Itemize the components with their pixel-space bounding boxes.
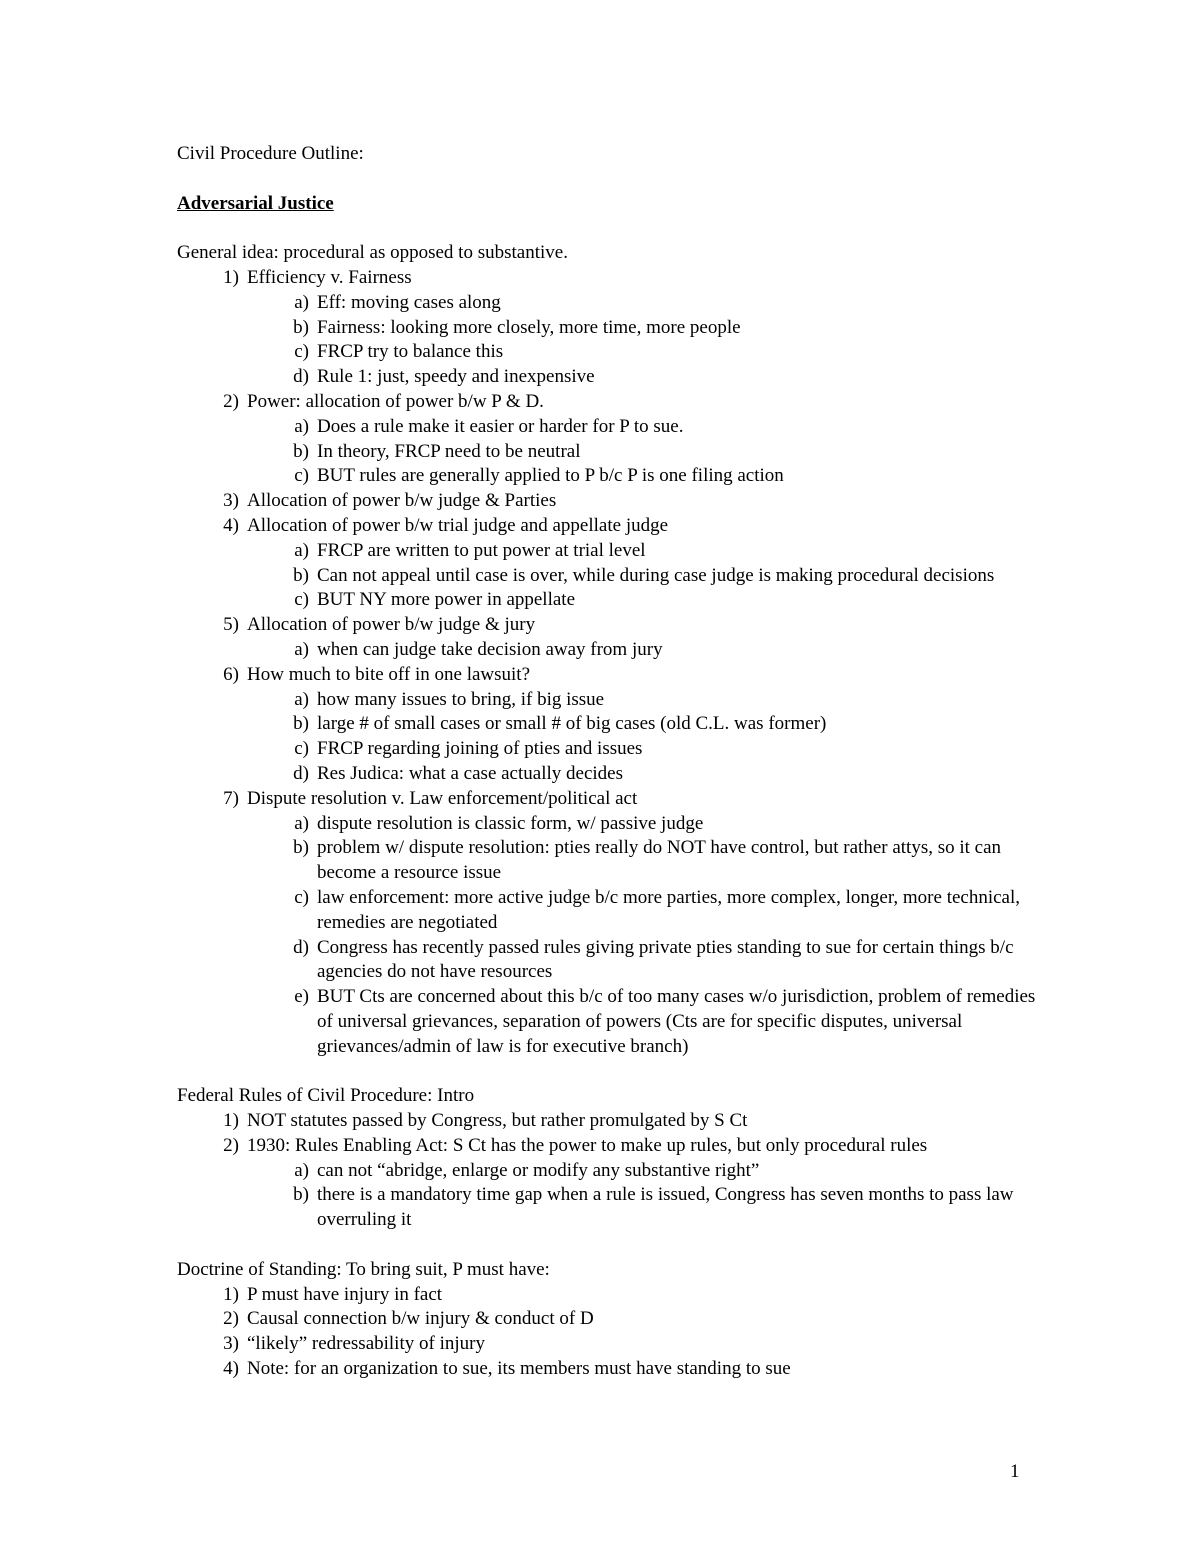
outline-subitem [177, 588, 1037, 613]
spacer [177, 1059, 1037, 1084]
outline-item [177, 613, 1037, 638]
outline-subitem [177, 464, 1037, 489]
outline-subitem-text: Does a rule make it easier or harder for P to sue. [317, 415, 684, 437]
list-marker: 1) [223, 1283, 239, 1305]
spacer [177, 1233, 1037, 1258]
list-marker: b) [293, 837, 309, 859]
outline-subitem [177, 365, 1037, 390]
list-marker: 1) [223, 266, 239, 288]
outline-subitem-text: problem w/ dispute resolution: pties really do NOT have control, but rather attys, so it can become a resource issue [317, 837, 1002, 884]
list-marker: c) [294, 341, 309, 363]
outline-subitem-text: In theory, FRCP need to be neutral [317, 440, 581, 462]
list-marker: b) [293, 713, 309, 735]
list-marker: c) [294, 886, 309, 908]
outline-item-text: Allocation of power b/w judge & jury [247, 614, 536, 636]
spacer [177, 216, 1037, 241]
list-marker: 5) [223, 614, 239, 636]
list-marker: a) [294, 812, 309, 834]
outline-subitem [177, 539, 1037, 564]
outline-item-text: Allocation of power b/w judge & Parties [247, 490, 557, 512]
outline-item [177, 787, 1037, 812]
outline-item [177, 390, 1037, 415]
outline-item [177, 514, 1037, 539]
list-marker: 2) [223, 390, 239, 412]
section-intro: Doctrine of Standing: To bring suit, P must have: [177, 1258, 550, 1280]
page-number: 1 [1010, 1461, 1020, 1482]
outline-item-text: 1930: Rules Enabling Act: S Ct has the power to make up rules, but only procedural rules [247, 1134, 928, 1156]
outline-subitem-text: BUT NY more power in appellate [317, 589, 576, 611]
outline-item [177, 1283, 1037, 1308]
outline-item-text: Allocation of power b/w trial judge and appellate judge [247, 514, 669, 536]
outline-item [177, 1357, 1037, 1382]
outline-item [177, 1134, 1037, 1159]
list-marker: b) [293, 564, 309, 586]
list-marker: a) [294, 1159, 309, 1181]
outline-subitem [177, 1159, 1037, 1184]
list-marker: c) [294, 589, 309, 611]
outline-item-text: “likely” redressability of injury [247, 1333, 485, 1355]
outline-item [177, 663, 1037, 688]
outline-item-text: Note: for an organization to sue, its members must have standing to sue [247, 1358, 791, 1380]
outline-subitem-text: FRCP are written to put power at trial level [317, 539, 646, 561]
outline-subitem-text: Fairness: looking more closely, more time, more people [317, 316, 741, 338]
outline-item-text: Power: allocation of power b/w P & D. [247, 390, 544, 412]
outline-subitem-text: law enforcement: more active judge b/c more parties, more complex, longer, more technical, remedies are negotiated [317, 886, 1021, 933]
list-marker: a) [294, 539, 309, 561]
list-marker: 2) [223, 1134, 239, 1156]
outline-item [177, 266, 1037, 291]
list-marker: a) [294, 688, 309, 710]
outline-subitem-text: large # of small cases or small # of big cases (old C.L. was former) [317, 713, 827, 735]
outline-item-text: P must have injury in fact [247, 1283, 443, 1305]
outline-item [177, 1307, 1037, 1332]
outline-item-text: Dispute resolution v. Law enforcement/political act [247, 787, 638, 809]
section-heading: Adversarial Justice [177, 192, 334, 214]
document-title: Civil Procedure Outline: [177, 143, 364, 164]
list-marker: 2) [223, 1308, 239, 1330]
outline-subitem-text: FRCP regarding joining of pties and issues [317, 738, 643, 760]
outline-subitem-text: how many issues to bring, if big issue [317, 688, 605, 710]
list-marker: b) [293, 316, 309, 338]
section-intro: Federal Rules of Civil Procedure: Intro [177, 1085, 475, 1107]
outline-subitem-text: when can judge take decision away from jury [317, 638, 663, 660]
outline-subitem [177, 564, 1037, 589]
outline-item-text: Efficiency v. Fairness [247, 266, 412, 288]
outline-subitem-text: FRCP try to balance this [317, 341, 504, 363]
list-marker: b) [293, 1184, 309, 1206]
outline-subitem-text: Can not appeal until case is over, while during case judge is making procedural decisions [317, 564, 995, 586]
outline-subitem-text: BUT rules are generally applied to P b/c P is one filing action [317, 465, 784, 487]
outline-subitem [177, 886, 1037, 936]
list-marker: a) [294, 291, 309, 313]
outline-subitem [177, 985, 1037, 1059]
spacer [177, 167, 1037, 192]
outline-subitem-text: dispute resolution is classic form, w/ passive judge [317, 812, 704, 834]
outline-item-text: NOT statutes passed by Congress, but rather promulgated by S Ct [247, 1110, 748, 1132]
outline-subitem [177, 812, 1037, 837]
list-marker: d) [293, 762, 309, 784]
list-marker: c) [294, 738, 309, 760]
outline-subitem [177, 340, 1037, 365]
outline-item [177, 1109, 1037, 1134]
outline-item-text: How much to bite off in one lawsuit? [247, 663, 531, 685]
list-marker: a) [294, 415, 309, 437]
outline-subitem [177, 936, 1037, 986]
list-marker: 4) [223, 514, 239, 536]
list-marker: b) [293, 440, 309, 462]
outline-subitem [177, 836, 1037, 886]
outline-subitem [177, 316, 1037, 341]
outline-subitem [177, 712, 1037, 737]
list-marker: 1) [223, 1110, 239, 1132]
outline-subitem-text: there is a mandatory time gap when a rule is issued, Congress has seven months to pass law overruling it [317, 1184, 1014, 1231]
outline-body [177, 241, 1037, 1382]
list-marker: 3) [223, 1333, 239, 1355]
document-page [177, 142, 1037, 1382]
outline-subitem [177, 688, 1037, 713]
outline-subitem [177, 762, 1037, 787]
list-marker: a) [294, 638, 309, 660]
outline-subitem-text: Congress has recently passed rules giving private pties standing to sue for certain things b/c agencies do not have resources [317, 936, 1014, 983]
outline-item-text: Causal connection b/w injury & conduct of D [247, 1308, 594, 1330]
list-marker: d) [293, 936, 309, 958]
list-marker: c) [294, 465, 309, 487]
outline-subitem [177, 291, 1037, 316]
outline-subitem-text: Rule 1: just, speedy and inexpensive [317, 366, 595, 388]
outline-subitem [177, 1183, 1037, 1233]
outline-subitem-text: Eff: moving cases along [317, 291, 501, 313]
list-marker: 6) [223, 663, 239, 685]
outline-item [177, 1332, 1037, 1357]
list-marker: d) [293, 366, 309, 388]
outline-subitem [177, 638, 1037, 663]
outline-subitem-text: can not “abridge, enlarge or modify any substantive right” [317, 1159, 760, 1181]
section-intro: General idea: procedural as opposed to substantive. [177, 242, 568, 264]
outline-subitem [177, 440, 1037, 465]
outline-subitem [177, 737, 1037, 762]
list-marker: 4) [223, 1358, 239, 1380]
list-marker: e) [294, 986, 309, 1008]
outline-subitem-text: Res Judica: what a case actually decides [317, 762, 623, 784]
list-marker: 3) [223, 490, 239, 512]
outline-item [177, 489, 1037, 514]
outline-subitem-text: BUT Cts are concerned about this b/c of too many cases w/o jurisdiction, problem of remedies of universal grievances, separation of powers (Cts are for specific disputes, universal grievances/admin of law is for executive branch) [317, 986, 1036, 1057]
list-marker: 7) [223, 787, 239, 809]
outline-subitem [177, 415, 1037, 440]
